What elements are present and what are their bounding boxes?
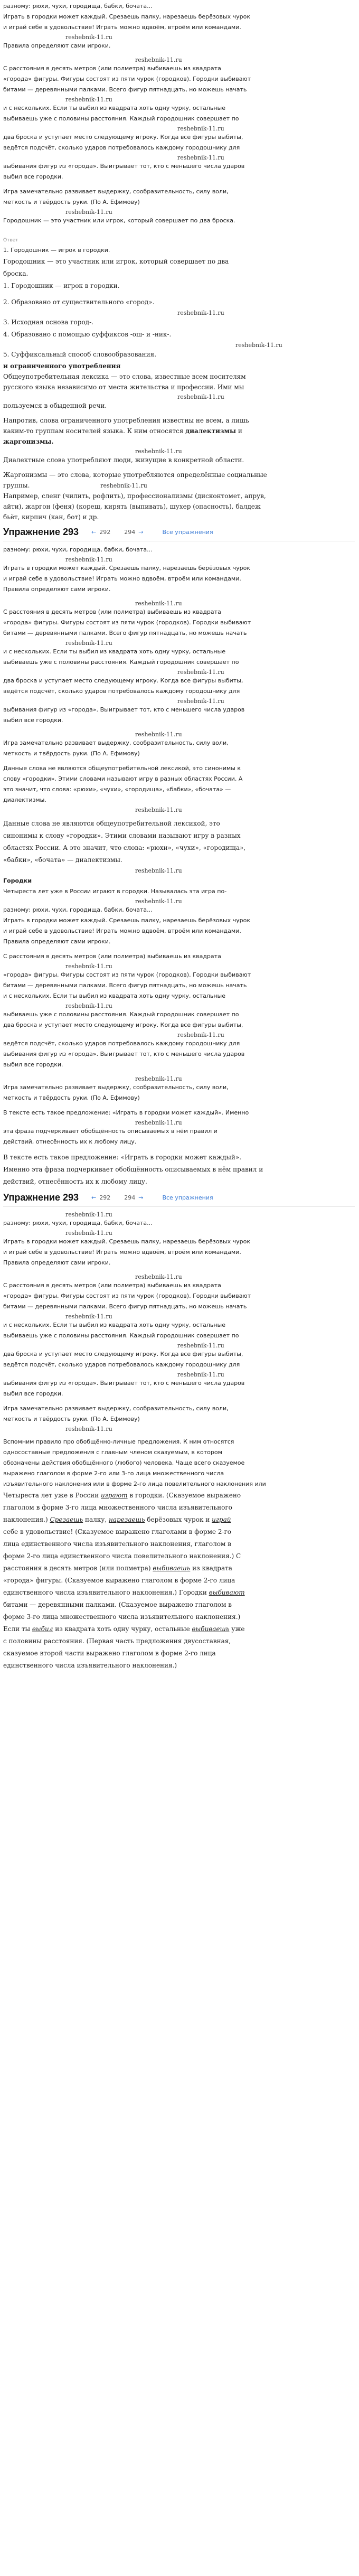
text-line: Играть в городки может каждый. Срезаешь палку, нарезаешь берёзовых чурок	[3, 1238, 250, 1245]
text-line: выбивания фигур из «города». Выигрывает тот, кто с меньшего числа ударов	[3, 706, 245, 713]
watermark: reshebnik-11.ru	[65, 1313, 112, 1320]
watermark: reshebnik-11.ru	[135, 898, 182, 905]
predicate: нарезаешь	[108, 1516, 145, 1523]
text-line: два броска и уступает место следующему игроку. Когда все фигуры выбиты,	[3, 134, 243, 140]
text-line: выбиваешь уже с половины расстояния. Каждый городошник совершает по	[3, 659, 239, 666]
answer-line: 5. Суффиксальный способ словообразования.	[3, 351, 157, 358]
answer-line: В тексте есть такое предложение: «Играть в городки может каждый».	[3, 1154, 242, 1161]
answer-line: себе в удовольствие! (Сказуемое выражено глаголами в форме 2-го	[3, 1528, 232, 1535]
text-line: выбил все городки.	[3, 1390, 63, 1397]
answer-text: Четыреста лет уже в России	[3, 1492, 101, 1499]
answer-line: 1. Городошник — игрок в городки.	[3, 282, 120, 289]
watermark: reshebnik-11.ru	[65, 640, 112, 647]
text-line: ведётся подсчёт, сколько ударов потребовалось каждому городошнику для	[3, 688, 240, 695]
text-line: Играть в городки может каждый. Срезаешь палку, нарезаешь берёзовых чурок	[3, 565, 250, 572]
text-line: выбиваешь уже с половины расстояния. Каждый городошник совершает по	[3, 1332, 239, 1339]
watermark: reshebnik-11.ru	[135, 731, 182, 738]
text-line: слову «городки». Этими словами называют игру в разных областях России. А	[3, 775, 243, 782]
watermark: reshebnik-11.ru	[177, 1342, 224, 1349]
answer-line: Жаргонизмы — это слова, которые употребляются определённые социальные	[3, 471, 267, 479]
answer-text: наклонения.)	[3, 1516, 50, 1523]
answer-text: расстояния в десять метров (или полметра)	[3, 1565, 153, 1572]
text-line: и играй себе в удовольствие! Играть можно вдвоём, втроём или командами.	[3, 24, 241, 31]
answer-line	[3, 1563, 355, 1573]
answer-line: Например, сленг (чилить, рофлить), профессионализмы (дисконтомет, апрув,	[3, 492, 266, 500]
watermark: reshebnik-11.ru	[177, 125, 224, 132]
answer-line: Общеупотребительная лексика — это слова, известные всем носителям	[3, 373, 246, 380]
answer-line: единственного числа изъявительного наклонения.)	[3, 1662, 177, 1669]
text-line: и с нескольких. Если ты выбил из квадрата хоть одну чурку, остальные	[3, 648, 225, 655]
exercise-header	[3, 1190, 355, 1207]
answer-line: и ограниченного употребления	[3, 362, 121, 370]
text-line: битами — деревянными палками. Всего фигур пятнадцать, но можешь начать	[3, 982, 247, 989]
text-line: Игра замечательно развивает выдержку, сообразительность, силу воли,	[3, 739, 229, 746]
text-line: битами — деревянными палками. Всего фигур пятнадцать, но можешь начать	[3, 630, 247, 636]
answer-line: айти), жаргон (феня) (кореш, кирять (выпивать), шухер (опасность), балдеж	[3, 503, 261, 510]
text-line: Правила определяют сами игроки.	[3, 1259, 111, 1266]
answer-text: из квадрата хоть одну чурку, остальные	[53, 1625, 192, 1633]
answer-line: сказуемое второй части выражено глаголом в форме 2-го лица	[3, 1650, 216, 1657]
mid-section	[3, 546, 355, 1187]
answer-line	[3, 427, 355, 435]
text-line: разному: рюхи, чухи, городища, бабки, бочата...	[3, 546, 153, 553]
answer-line: лица единственного числа изъявительного наклонения, глаголом в	[3, 1540, 231, 1548]
watermark: reshebnik-11.ru	[235, 342, 282, 349]
answer-line	[3, 1588, 355, 1598]
text-line: меткость и твёрдость руки. (По А. Ефимову)	[3, 1416, 140, 1422]
text-line: разному: рюхи, чухи, городища, бабки, бочата...	[3, 1220, 153, 1226]
text-line: выбил все городки.	[3, 717, 63, 724]
answer-line: с половины расстояния. (Первая часть предложения двусоставная,	[3, 1637, 231, 1645]
text-line: два броска и уступает место следующему игроку. Когда все фигуры выбиты,	[3, 1351, 243, 1357]
answer-line: форме 2-го лица единственного числа повелительного наклонения.) С	[3, 1552, 241, 1560]
predicate: выбил	[32, 1625, 53, 1633]
text-line: и играй себе в удовольствие! Играть можно вдвоём, втроём или командами.	[3, 575, 241, 582]
answer-line: битами — деревянными палками. (Сказуемое выражено глаголом в	[3, 1601, 232, 1608]
answer-text: группы.	[3, 482, 30, 489]
text-line: выбивания фигур из «города». Выигрывает тот, кто с меньшего числа ударов	[3, 163, 245, 170]
answer-line: действий, отнесённость их к любому лицу.	[3, 1178, 147, 1185]
watermark: reshebnik-11.ru	[65, 556, 112, 563]
answer-text: берёзовых чурок и	[145, 1516, 212, 1523]
watermark: reshebnik-11.ru	[135, 867, 182, 874]
answer-line	[3, 481, 355, 490]
text-line: меткость и твёрдость руки. (По А. Ефимову)	[3, 750, 140, 757]
text-line: Играть в городки может каждый. Срезаешь палку, нарезаешь берёзовых чурок	[3, 917, 250, 924]
exercise-pager	[91, 1194, 213, 1201]
next-exercise-link[interactable]: 294	[124, 529, 136, 536]
text-line: «города» фигуры. Фигуры состоят из пяти чурок (городков). Городки выбивают	[3, 971, 251, 978]
predicate: Срезаешь	[50, 1516, 83, 1523]
exercise-pager	[91, 529, 213, 536]
answer-line: 4. Образовано с помощью суффиксов -ош- и -ник-.	[3, 331, 172, 338]
text-line: С расстояния в десять метров (или полметра) выбиваешь из квадрата	[3, 608, 221, 615]
text-line: и играй себе в удовольствие! Играть можно вдвоём, втроём или командами.	[3, 1249, 241, 1256]
watermark: reshebnik-11.ru	[177, 669, 224, 676]
answer-text: уже	[229, 1625, 245, 1633]
text-line: «города» фигуры. Фигуры состоят из пяти чурок (городков). Городки выбивают	[3, 76, 251, 82]
answer-line: «города» фигуры. (Сказуемое выражено глаголом в форме 2-го лица	[3, 1577, 235, 1584]
text-line: В тексте есть такое предложение: «Играть в городки может каждый». Именно	[3, 1109, 249, 1116]
text-line: С расстояния в десять метров (или полметра) выбиваешь из квадрата	[3, 953, 221, 960]
answer-line: Диалектные слова употребляют люди, живущие в конкретной области.	[3, 456, 244, 464]
watermark: reshebnik-11.ru	[65, 1426, 112, 1432]
text-line: выбил все городки.	[3, 1061, 63, 1068]
section-heading: Городки	[3, 877, 32, 884]
answer-line: броска.	[3, 270, 29, 277]
answer-line: пользуемся в обыденной речи.	[3, 402, 107, 409]
text-line: диалектизмы.	[3, 797, 46, 803]
text-line: выбил все городки.	[3, 173, 63, 180]
answer-text: и	[236, 427, 242, 435]
text-line: обозначены действия обобщённого (любого) человека. Чаще всего сказуемое	[3, 1459, 245, 1466]
text-line: ведётся подсчёт, сколько ударов потребовалось каждому городошнику для	[3, 144, 240, 151]
watermark: reshebnik-11.ru	[177, 698, 224, 705]
text-line: эта фраза подчеркивает обобщённость описываемых в нём правил и	[3, 1128, 218, 1135]
answer-line: 2. Образовано от существительного «город».	[3, 298, 155, 306]
text-line: меткость и твёрдость руки. (По А. Ефимову)	[3, 1094, 140, 1101]
answer-text: единственного числа изъявительного наклонения.) Городки	[3, 1589, 209, 1596]
text-line: Игра замечательно развивает выдержку, сообразительность, силу воли,	[3, 1405, 229, 1412]
text-line: битами — деревянными палками. Всего фигур пятнадцать, но можешь начать	[3, 86, 247, 93]
watermark: reshebnik-11.ru	[65, 1230, 112, 1237]
answer-line: Напротив, слова ограниченного употребления известны не всем, а лишь	[3, 417, 249, 424]
watermark: reshebnik-11.ru	[65, 1211, 112, 1218]
watermark: reshebnik-11.ru	[135, 1273, 182, 1280]
answer-block	[3, 1491, 355, 1671]
watermark: reshebnik-11.ru	[135, 57, 182, 63]
answer-line: глаголом в форме 3-го лица множественного числа изъявительного	[3, 1504, 232, 1511]
text-line: Правила определяют сами игроки.	[3, 42, 111, 49]
exercise-header	[3, 524, 355, 541]
predicate: выбиваешь	[153, 1565, 191, 1572]
text-line: односоставные предложения с главным членом сказуемым, в котором	[3, 1449, 222, 1456]
answer-line: «бабки», «бочата» — диалектизмы.	[3, 856, 122, 864]
answer-line: областях России. А это значит, что слова: «рюхи», «чухи», «городища»,	[3, 844, 246, 851]
watermark: reshebnik-11.ru	[65, 34, 112, 41]
answer-line: синонимы к слову «городки». Этими словами называют игру в разных	[3, 832, 241, 839]
answer-text: Если ты	[3, 1625, 32, 1633]
answer-line: 3. Исходная основа город-.	[3, 319, 93, 326]
exercise-title: Упражнение 293	[3, 1192, 79, 1203]
text-line: «города» фигуры. Фигуры состоят из пяти чурок (городков). Городки выбивают	[3, 1292, 251, 1299]
watermark: reshebnik-11.ru	[177, 1032, 224, 1038]
predicate: играют	[101, 1492, 128, 1499]
all-exercises-link[interactable]: Все упражнения	[162, 529, 213, 536]
text-line: два броска и уступает место следующему игроку. Когда все фигуры выбиты,	[3, 1022, 243, 1028]
answer-line: форме 3-го лица множественного числа изъявительного наклонения.)	[3, 1613, 241, 1620]
prev-arrow-icon[interactable]: ←	[91, 529, 97, 536]
text-line: Играть в городки может каждый. Срезаешь палку, нарезаешь берёзовых чурок	[3, 13, 250, 20]
text-line: выражено глаголом в форме 2-го или 3-го лица множественного числа	[3, 1470, 224, 1477]
text-line: действий, отнесённость их к любому лицу.	[3, 1138, 137, 1145]
text-line: Игра замечательно развивает выдержку, сообразительность, силу воли,	[3, 188, 229, 195]
answer-line: бьёт, кирпич (кан, бот) и др.	[3, 513, 99, 521]
answer-label: Ответ	[3, 238, 18, 243]
watermark: reshebnik-11.ru	[177, 154, 224, 161]
text-line: битами — деревянными палками. Всего фигур пятнадцать, но можешь начать	[3, 1303, 247, 1310]
answer-text: каким-то группам носителей языка. К ним относятся	[3, 427, 184, 435]
next-arrow-icon[interactable]: →	[138, 529, 144, 536]
predicate: играй	[212, 1516, 231, 1523]
predicate: выбиваешь	[192, 1625, 230, 1633]
watermark: reshebnik-11.ru	[65, 96, 112, 103]
text-line: и с нескольких. Если ты выбил из квадрата хоть одну чурку, остальные	[3, 992, 225, 999]
text-line: выбиваешь уже с половины расстояния. Каждый городошник совершает по	[3, 1011, 239, 1018]
text-line: изъявительного наклонения или в форме 2-го лица повелительного наклонения или	[3, 1481, 266, 1487]
text-line: разному: рюхи, чухи, городища, бабки, бочата...	[3, 906, 153, 913]
text-line: С расстояния в десять метров (или полметра) выбиваешь из квадрата	[3, 1282, 221, 1289]
text-line: меткость и твёрдость руки. (По А. Ефимову)	[3, 199, 140, 205]
text-line: ведётся подсчёт, сколько ударов потребовалось каждому городошнику для	[3, 1040, 240, 1047]
watermark: reshebnik-11.ru	[65, 963, 112, 970]
text-line: разному: рюхи, чухи, городища, бабки, бочата...	[3, 3, 153, 10]
text-line: выбиваешь уже с половины расстояния. Каждый городошник совершает по	[3, 115, 239, 122]
all-exercises-link[interactable]: Все упражнения	[162, 1194, 213, 1201]
answer-text: из квадрата	[190, 1565, 232, 1572]
bottom-section	[3, 1211, 355, 1671]
next-arrow-icon[interactable]: →	[138, 1194, 144, 1201]
prev-exercise-link[interactable]: 292	[99, 529, 111, 536]
answer-line: Данные слова не являются общеупотребительной лексикой, это	[3, 820, 220, 827]
text-line: Правила определяют сами игроки.	[3, 586, 111, 593]
answer-line	[3, 1491, 355, 1501]
predicate: выбивают	[209, 1589, 245, 1596]
text-line: Четыреста лет уже в России играют в городки. Называлась эта игра по-	[3, 888, 227, 895]
text-line: это значит, что слова: «рюхи», «чухи», «городища», «бабки», «бочата» —	[3, 786, 231, 793]
text-line: С расстояния в десять метров (или полметра) выбиваешь из квадрата	[3, 65, 221, 72]
watermark: reshebnik-11.ru	[135, 807, 182, 813]
watermark: reshebnik-11.ru	[65, 209, 112, 216]
exercise-title: Упражнение 293	[3, 527, 79, 537]
text-line: «города» фигуры. Фигуры состоят из пяти чурок (городков). Городки выбивают	[3, 619, 251, 626]
answer-line: 1. Городошник — игрок в городки.	[3, 247, 110, 254]
text-line: выбивания фигур из «города». Выигрывает тот, кто с меньшего числа ударов	[3, 1380, 245, 1387]
text-line: Городошник — это участник или игрок, который совершает по два броска.	[3, 217, 235, 224]
answer-line	[3, 1515, 355, 1525]
answer-line	[3, 1624, 355, 1634]
prev-exercise-link[interactable]: 292	[99, 1194, 111, 1201]
text-line: и играй себе в удовольствие! Играть можно вдвоём, втроём или командами.	[3, 928, 241, 934]
text-line: Вспомним правило про обобщённо-личные предложения. К ним относятся	[3, 1438, 234, 1445]
text-line: и с нескольких. Если ты выбил из квадрата хоть одну чурку, остальные	[3, 1322, 225, 1328]
text-line: ведётся подсчёт, сколько ударов потребовалось каждому городошнику для	[3, 1361, 240, 1368]
text-line: Игра замечательно развивает выдержку, сообразительность, силу воли,	[3, 1084, 229, 1091]
watermark: reshebnik-11.ru	[177, 310, 224, 316]
text-line: выбивания фигур из «города». Выигрывает тот, кто с меньшего числа ударов	[3, 1051, 245, 1057]
watermark: reshebnik-11.ru	[65, 1003, 112, 1009]
next-exercise-link[interactable]: 294	[124, 1194, 136, 1201]
watermark: reshebnik-11.ru	[135, 1075, 182, 1082]
answer-section	[3, 238, 355, 521]
answer-text: палку,	[83, 1516, 109, 1523]
text-line: Правила определяют сами игроки.	[3, 938, 111, 945]
answer-line: русского языка независимо от места жительства и профессии. Ими мы	[3, 383, 244, 391]
watermark: reshebnik-11.ru	[135, 600, 182, 607]
watermark: reshebnik-11.ru	[135, 448, 182, 455]
answer-text: в городки. (Сказуемое выражено	[127, 1492, 241, 1499]
prev-arrow-icon[interactable]: ←	[91, 1194, 97, 1201]
watermark: reshebnik-11.ru	[177, 1371, 224, 1378]
top-section	[3, 2, 355, 225]
watermark: reshebnik-11.ru	[100, 482, 147, 489]
watermark: reshebnik-11.ru	[135, 1119, 182, 1126]
answer-line: Именно эта фраза подчеркивает обобщённость описываемых в нём правил и	[3, 1166, 263, 1173]
text-line: два броска и уступает место следующему игроку. Когда все фигуры выбиты,	[3, 677, 243, 684]
answer-term: жаргонизмы.	[3, 438, 54, 445]
text-line: Данные слова не являются общеупотребительной лексикой, это синонимы к	[3, 765, 241, 772]
watermark: reshebnik-11.ru	[177, 394, 224, 400]
answer-term: диалектизмы	[185, 427, 236, 435]
answer-line: Городошник — это участник или игрок, который совершает по два	[3, 258, 229, 265]
text-line: и с нескольких. Если ты выбил из квадрата хоть одну чурку, остальные	[3, 105, 225, 111]
